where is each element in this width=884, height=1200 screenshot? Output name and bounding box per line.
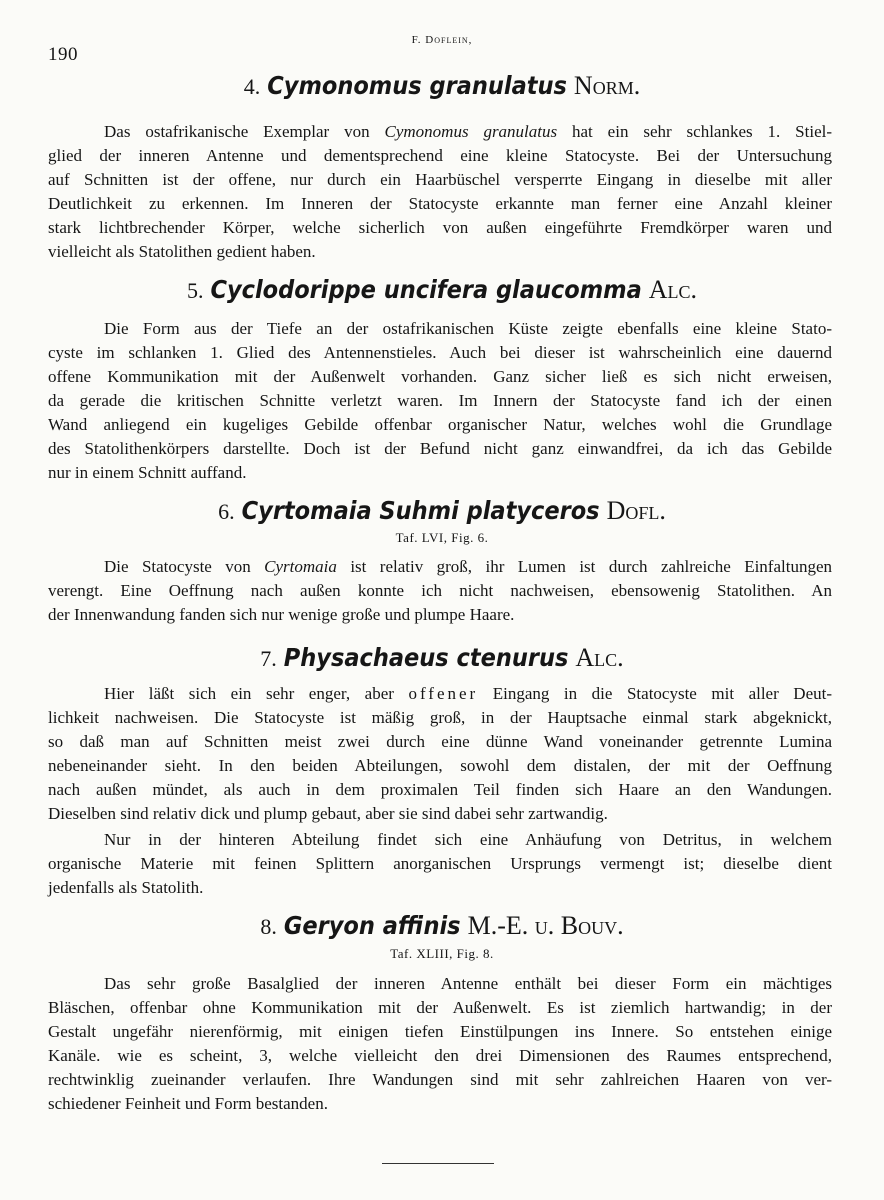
plate-reference: Taf. XLIII, Fig. 8. (390, 946, 494, 961)
paragraph-line: Gestalt ungefähr nierenförmig, mit einigen tiefen Einstülpungen ins Innere. So entstehen einige (48, 1022, 832, 1041)
paragraph-line: lichkeit nachweisen. Die Statocyste ist mäßig groß, in der Hauptsache einmal stark abgeknickt, (48, 708, 832, 727)
paragraph-line: Dieselben sind relativ dick und plump gebaut, aber sie sind dabei sehr zartwandig. (48, 804, 608, 823)
paragraph-line: des Statolithenkörpers darstellte. Doch ist der Befund nicht ganz einwandfrei, da ich das Gebilde (48, 439, 832, 458)
paragraph-line: cyste im schlanken 1. Glied des Antennenstieles. Auch bei dieser ist wahrscheinlich eine dauernd (48, 343, 832, 362)
paragraph-line: der Innenwandung fanden sich nur wenige große und plumpe Haare. (48, 605, 515, 624)
paragraph-line: jedenfalls als Statolith. (48, 878, 204, 897)
paragraph-line: Das sehr große Basalglied der inneren Antenne enthält bei dieser Form ein mächtiges (104, 974, 832, 993)
paragraph-line: organische Materie mit feinen Splittern anorganischen Ursprungs vermengt ist; dieselbe dient (48, 854, 832, 873)
paragraph-line: glied der inneren Antenne und dementsprechend eine kleine Statocyste. Bei der Untersuchung (48, 146, 832, 165)
section-5-heading: 5. Cyclodorippe uncifera glaucomma Alc. (186, 275, 698, 304)
paragraph-line: Das ostafrikanische Exemplar von Cymonomus granulatus hat ein sehr schlankes 1. Stiel- (104, 122, 832, 141)
paragraph-line: stark lichtbrechender Körper, welche sicherlich von außen eingeführte Fremdkörper waren und (48, 218, 832, 237)
paragraph-line: offene Kommunikation mit der Außenwelt vorhanden. Ganz sicher ließ es sich nicht erweisen, (48, 367, 832, 386)
paragraph-line: Kanäle. wie es scheint, 3, welche vielleicht den drei Dimensionen des Raumes entsprechend, (48, 1046, 832, 1065)
paragraph-line: nebeneinander sieht. In den beiden Abteilungen, sowohl dem distalen, der mit der Oeffnung (48, 756, 832, 775)
paragraph-line: Bläschen, offenbar ohne Kommunikation mit der Außenwelt. Es ist ziemlich hartwandig; in der (48, 998, 832, 1017)
paragraph-line: nur in einem Schnitt auffand. (48, 463, 247, 482)
paragraph-line: Die Form aus der Tiefe an der ostafrikanischen Küste zeigte ebenfalls eine kleine Stato- (104, 319, 832, 338)
paragraph-line: da gerade die kritischen Schnitte verletzt waren. Im Innern der Statocyste fand ich der einen (48, 391, 832, 410)
paragraph-line: Hier läßt sich ein sehr enger, aber offener Eingang in die Statocyste mit aller Deut- (104, 684, 832, 703)
paragraph-line: rechtwinklig zueinander verlaufen. Ihre Wandungen sind mit sehr zahlreichen Haaren von ver- (48, 1070, 832, 1089)
paragraph-line: schiedener Feinheit und Form bestanden. (48, 1094, 328, 1113)
paragraph-line: nach außen mündet, als auch in dem proximalen Teil finden sich Haare an den Wandungen. (48, 780, 832, 799)
running-head: F. Doflein, (411, 34, 473, 46)
paragraph-line: Nur in der hinteren Abteilung findet sich eine Anhäufung von Detritus, in welchem (104, 830, 832, 849)
paragraph-line: Wand anliegend ein kugeliges Gebilde offenbar organischer Natur, welches wohl die Grundlage (48, 415, 832, 434)
plate-reference: Taf. LVI, Fig. 6. (395, 530, 489, 545)
paragraph-line: verengt. Eine Oeffnung nach außen konnte ich nicht nachweisen, ebensowenig Statolithen. An (48, 581, 832, 600)
paragraph-line: auf Schnitten ist der offene, nur durch ein Haarbüschel versperrte Eingang in dieselbe mit aller (48, 170, 832, 189)
section-7-heading: 7. Physachaeus ctenurus Alc. (260, 643, 624, 672)
section-4-heading: 4. Cymonomus granulatus Norm. (243, 71, 641, 100)
paragraph-line: Die Statocyste von Cyrtomaia ist relativ groß, ihr Lumen ist durch zahlreiche Einfaltungen (104, 557, 832, 576)
section-6-heading: 6. Cyrtomaia Suhmi platyceros Dofl. (218, 496, 666, 525)
paragraph-line: so daß man auf Schnitten meist zwei durch eine dünne Wand voneinander getrennte Lumina (48, 732, 832, 751)
section-8-heading: 8. Geryon affinis M.-E. u. Bouv. (260, 911, 624, 940)
page-number: 190 (48, 44, 78, 65)
footer-rule (382, 1163, 494, 1164)
paragraph-line: Deutlichkeit zu erkennen. Im Inneren der Statocyste erkannte man ferner eine Anzahl kleiner (48, 194, 832, 213)
paragraph-line: vielleicht als Statolithen gedient haben. (48, 242, 316, 261)
